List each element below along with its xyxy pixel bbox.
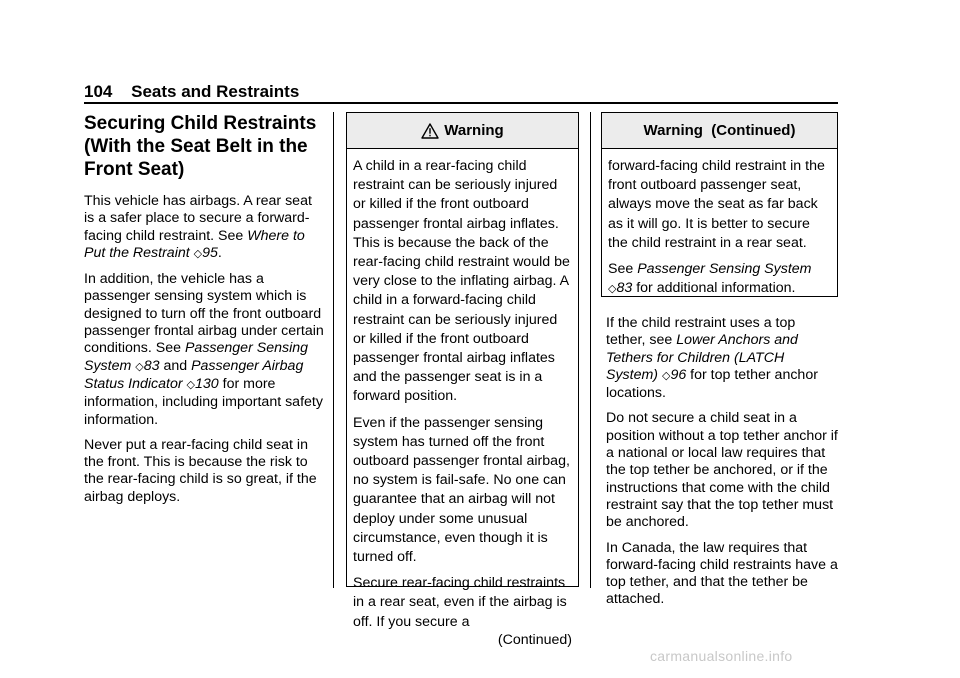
- warning-continued-body: [602, 149, 837, 312]
- heading: Securing Child Restraints (With the Seat Belt in the Front Seat): [84, 113, 317, 180]
- cross-reference-link[interactable]: Passenger Airbag Status Indicator: [84, 357, 304, 392]
- page-header: [84, 82, 299, 102]
- text: See: [608, 261, 638, 278]
- warning-continued-box: [601, 112, 838, 297]
- cross-reference-link[interactable]: Passenger Sensing System: [637, 261, 812, 278]
- paragraph: Even if the passenger sensing system has turned off the front outboard passenger frontal airbag, no system is fail-safe. No one can guarantee that an airbag will not deploy under some unusual circumstance, even though it is turned off.: [353, 414, 570, 566]
- paragraph: forward-facing child restraint in the front outboard passenger seat, always move the seat as far back as it will go. It is better to secure the child restraint in a rear seat.: [608, 158, 825, 251]
- page-ref-number[interactable]: 83: [616, 280, 633, 297]
- warning-header: [347, 113, 578, 149]
- text: In addition, the vehicle has a passenger sensing system which is designed to turn off the front outboard passenger frontal airbag under certain conditions. See: [84, 271, 324, 357]
- paragraph: Secure rear-facing child restraints in a rear seat, even if the airbag is off. If you secure a: [353, 575, 567, 630]
- paragraph: [84, 271, 324, 429]
- warning-body: [347, 149, 578, 656]
- cross-reference-link[interactable]: Passenger Sensing System: [84, 340, 309, 374]
- page-ref-number[interactable]: 130: [195, 375, 219, 392]
- cross-reference-link[interactable]: Lower Anchors and Tethers for Children (LATCH System): [606, 332, 798, 383]
- warning-title: Warning: [444, 122, 504, 139]
- warning-continued-title: Warning (Continued): [643, 122, 796, 139]
- paragraph: [608, 260, 831, 299]
- column-divider-left: [333, 112, 334, 588]
- paragraph: [84, 193, 324, 263]
- column-divider-right: [590, 112, 591, 588]
- page-ref-icon: ◇: [608, 283, 617, 296]
- continued-label: (Continued): [497, 631, 572, 648]
- warning-continued-header: [602, 113, 837, 149]
- page-number: 104: [84, 82, 113, 101]
- warning-triangle-icon: [421, 123, 439, 139]
- header-rule: [84, 102, 838, 104]
- warning-box: [346, 112, 579, 648]
- text: and: [159, 357, 192, 374]
- column-right: [606, 315, 838, 617]
- text: for top tether anchor locations.: [606, 366, 818, 402]
- column-left: [84, 108, 324, 514]
- page-ref-icon: ◇: [186, 378, 196, 391]
- page-ref-icon: ◇: [135, 360, 144, 373]
- text: This vehicle has airbags. A rear seat is a safer place to secure a forward-facing child restraint. See: [84, 193, 312, 244]
- text: .: [217, 244, 222, 261]
- page-ref-number[interactable]: 95: [202, 244, 218, 261]
- paragraph: In Canada, the law requires that forward-facing child restraints have a top tether, and that the tether be attached.: [606, 539, 838, 608]
- page-ref-icon: ◇: [661, 369, 671, 382]
- watermark: carmanualsonline.info: [650, 648, 793, 664]
- paragraph: [606, 315, 838, 402]
- text: for more information, including important safety information.: [84, 375, 323, 428]
- page-ref-icon: ◇: [193, 247, 203, 260]
- paragraph: Do not secure a child seat in a position without a top tether anchor if a national or local law requires that the top tether be anchored, or if the instructions that come with the child restraint say that the top tether must be anchored.: [606, 410, 838, 531]
- paragraph: Never put a rear-facing child seat in the front. This is because the risk to the rear-facing child is so great, if the airbag deploys.: [84, 436, 317, 505]
- text: If the child restraint uses a top tether, see: [606, 315, 796, 349]
- cross-reference-link[interactable]: Where to Put the Restraint: [84, 227, 305, 261]
- paragraph: A child in a rear-facing child restraint can be seriously injured or killed if the front outboard passenger frontal airbag inflates. This is because the back of the rear-facing child restraint would be very close to the inflating airbag. A child in a forward-facing child restraint can be seriously injured or killed if the front outboard passenger frontal airbag inflates and the passenger seat is in a forward position.: [353, 158, 570, 405]
- text: for additional information.: [632, 280, 796, 297]
- page-ref-number[interactable]: 83: [143, 357, 160, 374]
- section-title: Seats and Restraints: [131, 82, 300, 101]
- page-ref-number[interactable]: 96: [670, 366, 687, 383]
